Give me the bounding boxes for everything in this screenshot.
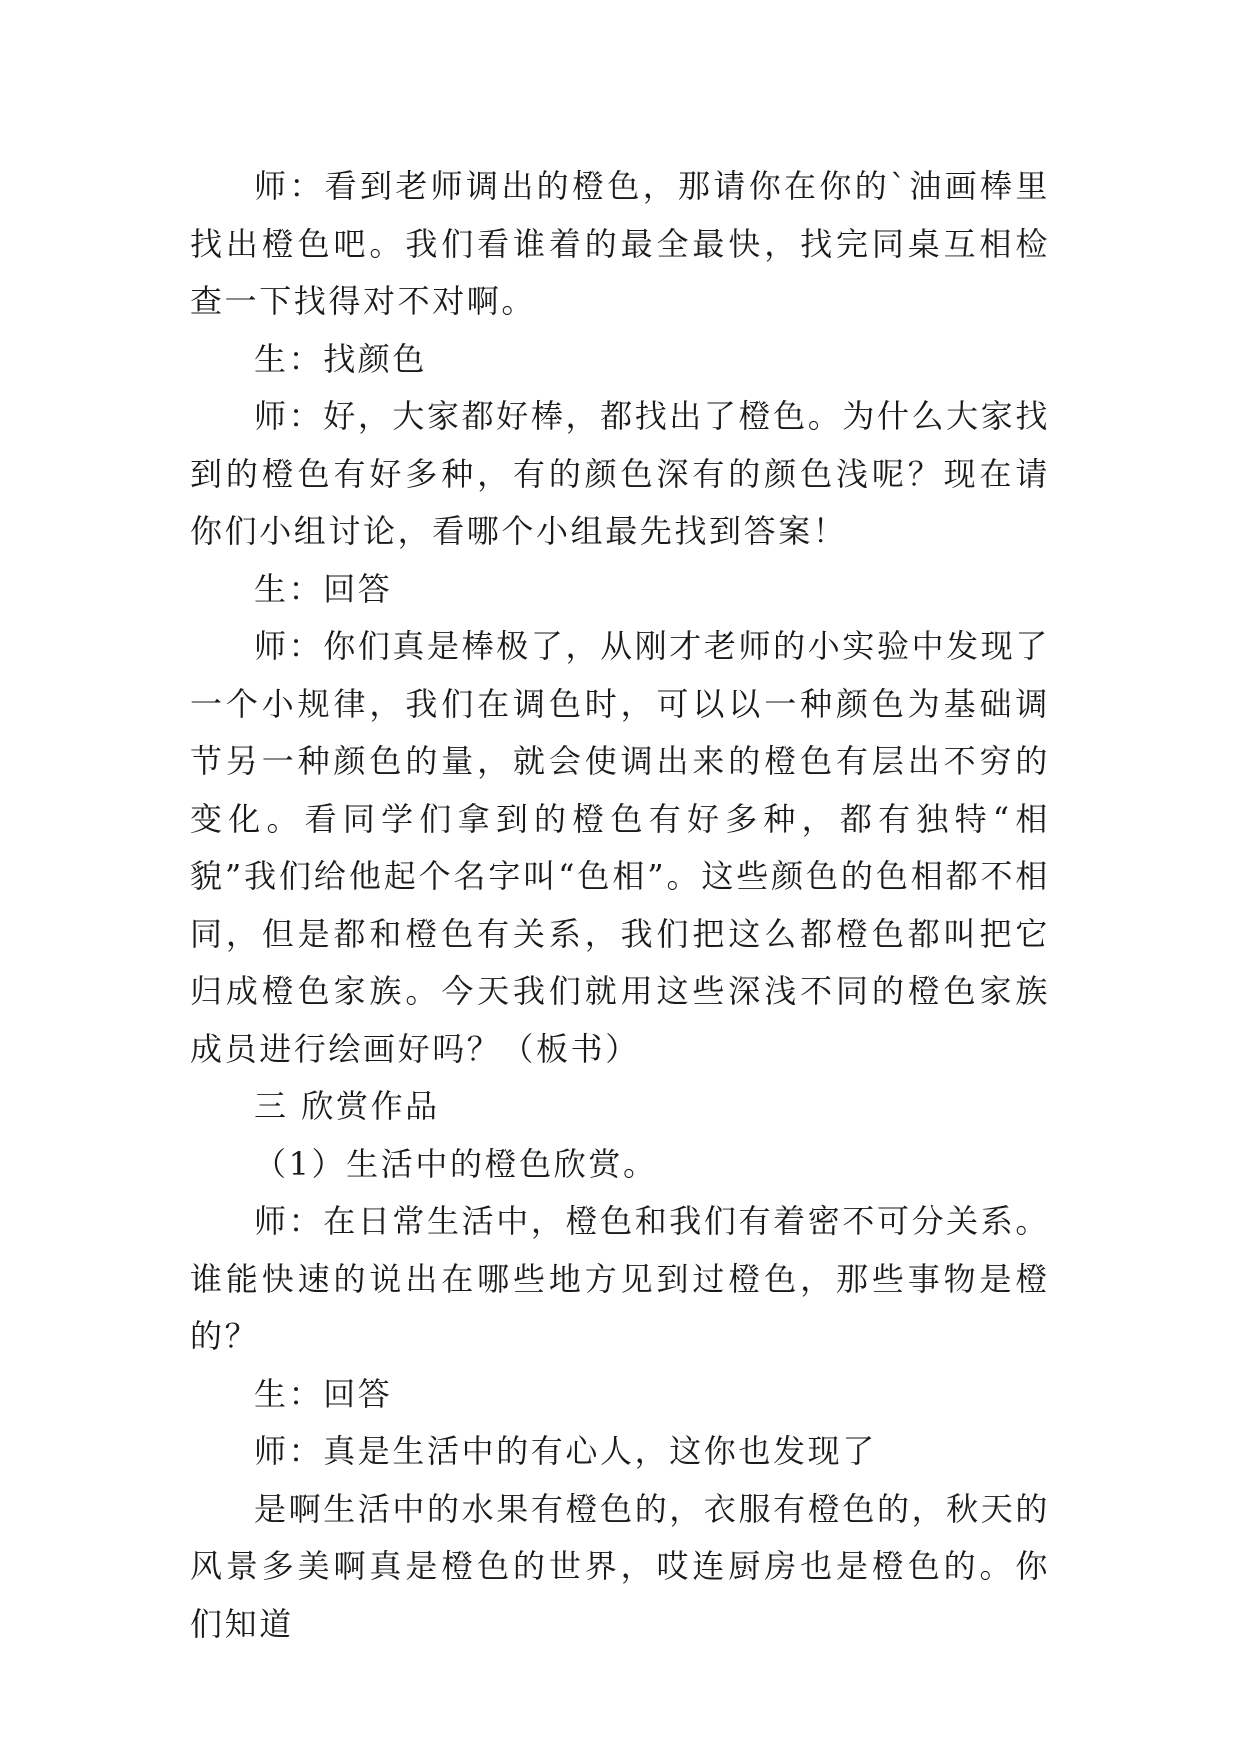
paragraph-student-find-color: 生：找颜色 (254, 339, 428, 378)
subsection-heading-life-orange: （1）生活中的橙色欣赏。 (254, 1144, 658, 1183)
section-heading-appreciation: 三 欣赏作品 (254, 1087, 440, 1125)
paragraph-teacher-hue-explanation: 师：你们真是棒极了，从刚才老师的小实验中发现了一个小规律，我们在调色时，可以以一种颜色为基础调节另一种颜色的量，就会使调出来的橙色有层出不穷的变化。看同学们拿到的橙色有好多种，都有独特“相貌”我们给他起个名字叫“色相”。这些颜色的色相都不相同，但是都和橙色有关系，我们把这么都橙色都叫把它归成橙色家族。今天我们就用这些深浅不同的橙色家族成员进行绘画好吗？（板书） (190, 627, 1050, 1068)
paragraph-orange-world: 是啊生活中的水果有橙色的，衣服有橙色的，秋天的风景多美啊真是橙色的世界，哎连厨房也是橙色的。你们知道 (190, 1489, 1050, 1643)
document-body (190, 158, 1050, 1653)
paragraph-teacher-daily-life: 师：在日常生活中，橙色和我们有着密不可分关系。谁能快速的说出在哪些地方见到过橙色，那些事物是橙的？ (190, 1202, 1050, 1355)
paragraph-teacher-find-orange: 师：看到老师调出的橙色，那请你在你的`油画棒里找出橙色吧。我们看谁着的最全最快，找完同桌互相检查一下找得对不对啊。 (190, 167, 1050, 320)
paragraph-teacher-discussion: 师：好，大家都好棒，都找出了橙色。为什么大家找到的橙色有好多种，有的颜色深有的颜色浅呢？现在请你们小组讨论，看哪个小组最先找到答案！ (190, 397, 1050, 550)
paragraph-teacher-praise: 师：真是生活中的有心人，这你也发现了 (254, 1432, 877, 1470)
paragraph-student-answer-1: 生：回答 (254, 569, 393, 608)
paragraph-student-answer-2: 生：回答 (254, 1374, 393, 1413)
